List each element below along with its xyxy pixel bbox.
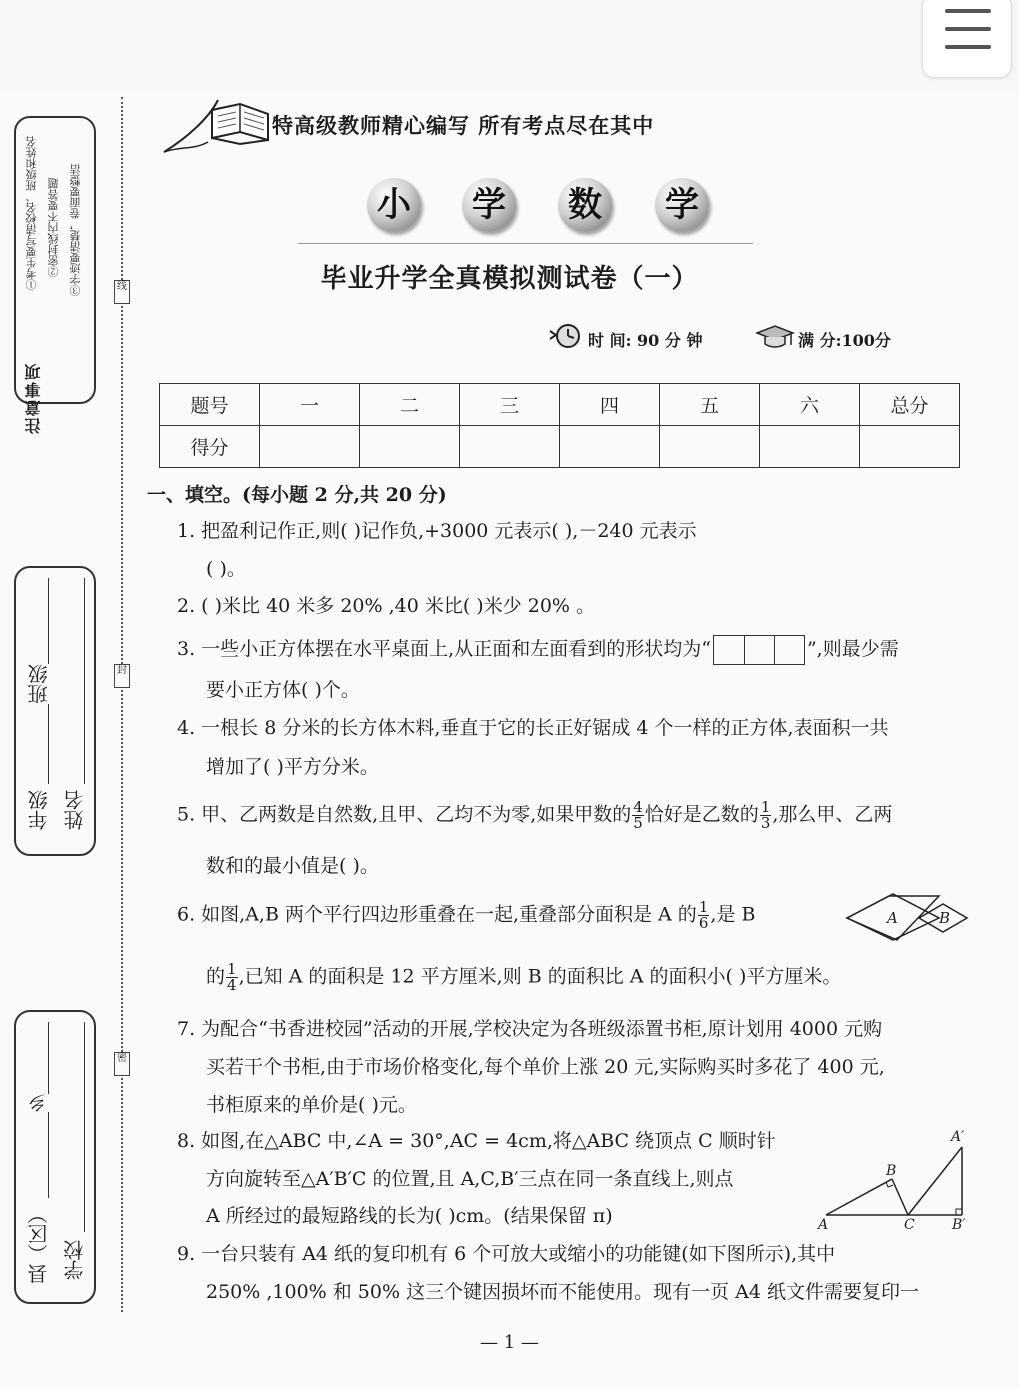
- name-field[interactable]: [84, 578, 85, 784]
- school-info-box: [14, 1010, 96, 1304]
- page-number: — 1 —: [480, 1332, 539, 1353]
- town-label: 乡: [26, 1094, 52, 1112]
- fraction-denominator: 3: [760, 814, 771, 832]
- fraction-numerator: 4: [633, 798, 643, 816]
- note-2: ②密封线内不要答题: [47, 178, 60, 277]
- title-char-1: 小: [367, 178, 421, 232]
- title-char-2: 学: [462, 178, 516, 232]
- question-1-line-1: 1. 把盈利记作正,则( )记作负,+3000 元表示( ),－240 元表示: [177, 520, 697, 542]
- student-info-box: [14, 566, 96, 856]
- q3-text-pre: 3. 一些小正方体摆在水平桌面上,从正面和左面看到的形状均为“: [177, 638, 711, 660]
- school-label: 学校: [63, 1240, 87, 1280]
- section-title: [147, 480, 447, 507]
- score-cell[interactable]: [460, 426, 560, 468]
- fraction-numerator: 1: [760, 798, 771, 816]
- question-5-line-1: [177, 800, 892, 831]
- question-3-line-2: 要小正方体( )个。: [206, 679, 360, 701]
- score-table-row: [160, 426, 960, 468]
- school-field[interactable]: [84, 1022, 85, 1232]
- question-2: 2. ( )米比 40 米多 20% ,40 米比( )米少 20% 。: [177, 595, 596, 617]
- q6-text-1: 6. 如图,A,B 两个平行四边形重叠在一起,重叠部分面积是 A 的: [177, 903, 697, 926]
- point-a-label: A: [818, 1217, 829, 1233]
- q3-text-post: ”,则最少需: [806, 638, 899, 660]
- parallelogram-figure: [843, 892, 971, 944]
- point-b-prime-label: B′: [952, 1217, 966, 1233]
- top-bar: [0, 0, 1019, 92]
- score-cell[interactable]: [860, 426, 960, 468]
- name-label: 姓名: [63, 790, 87, 830]
- fraction-denominator: 5: [633, 814, 643, 832]
- clock-icon: [548, 323, 584, 349]
- fraction-numerator: 1: [698, 898, 709, 916]
- question-1-line-2: ( )。: [206, 558, 246, 580]
- table-header: 三: [460, 384, 560, 426]
- question-6-line-2: [206, 962, 841, 993]
- table-header: 五: [660, 384, 760, 426]
- title-char-3: 数: [558, 178, 612, 232]
- title-divider: [298, 243, 753, 244]
- question-3-line-1: [177, 635, 899, 665]
- fraction-denominator: 6: [698, 914, 709, 932]
- question-8-line-2: 方向旋转至△A′B′C 的位置,且 A,C,B′三点在同一条直线上,则点: [206, 1168, 734, 1190]
- table-header: 总分: [860, 384, 960, 426]
- score-table-header-row: [160, 384, 960, 426]
- fraction-denominator: 4: [227, 976, 237, 994]
- slogan: 特高级教师精心编写 所有考点尽在其中: [272, 114, 655, 138]
- menu-button[interactable]: [922, 0, 1012, 78]
- q6-text-2: ,是 B: [710, 903, 756, 926]
- table-header: 一: [260, 384, 360, 426]
- exam-time: 时 间: 90 分 钟: [588, 331, 703, 350]
- q5-text-3: ,那么甲、乙两: [772, 803, 893, 826]
- fraction-numerator: 1: [227, 960, 237, 978]
- section-title-text: 一、填空。(每小题 2 分,共 20 分): [147, 484, 447, 506]
- book-pen-logo-icon: [160, 96, 272, 158]
- score-cell[interactable]: [760, 426, 860, 468]
- point-a-prime-label: A′: [951, 1129, 965, 1145]
- notes-title: 注意事项: [24, 362, 43, 434]
- graduation-cap-icon: [755, 323, 795, 349]
- q5-text-2: 恰好是乙数的: [644, 803, 759, 826]
- seal-mark-xian: 线: [114, 280, 130, 304]
- score-row-label: 得分: [160, 426, 260, 468]
- fraction: [698, 900, 710, 931]
- table-header: 题号: [160, 384, 260, 426]
- point-b-label: B: [886, 1163, 897, 1179]
- question-9-line-2: 250% ,100% 和 50% 这三个键因损坏而不能使用。现有一页 A4 纸文件需要复印一: [206, 1281, 919, 1303]
- table-header: 四: [560, 384, 660, 426]
- menu-icon-line: [945, 27, 991, 31]
- question-4-line-1: 4. 一根长 8 分米的长方体木料,垂直于它的长正好锯成 4 个一样的正方体,表面积一共: [177, 717, 889, 739]
- full-score: 满 分:100分: [798, 331, 891, 350]
- table-header: 六: [760, 384, 860, 426]
- score-cell[interactable]: [560, 426, 660, 468]
- question-9-line-1: 9. 一台只装有 A4 纸的复印机有 6 个可放大或缩小的功能键(如下图所示),其中: [177, 1243, 836, 1265]
- figure-label-a: A: [887, 909, 898, 927]
- fraction: [760, 800, 772, 831]
- q5-text-1: 5. 甲、乙两数是自然数,且甲、乙均不为零,如果甲数的: [177, 803, 632, 826]
- menu-icon-line: [945, 45, 991, 49]
- score-table: [159, 383, 960, 468]
- figure-label-b: B: [939, 909, 951, 927]
- note-1: ①考生要写清校名、班级和姓名: [25, 136, 38, 290]
- fraction: [226, 962, 238, 993]
- table-header: 二: [360, 384, 460, 426]
- question-8-line-1: 8. 如图,在△ABC 中,∠A = 30°,AC = 4cm,将△ABC 绕顶点 C 顺时针: [177, 1130, 776, 1152]
- question-5-line-2: 数和的最小值是( )。: [206, 855, 379, 877]
- seal-mark-feng: 封: [114, 664, 130, 688]
- question-6-line-1: [177, 900, 755, 931]
- menu-icon: [945, 9, 991, 13]
- point-c-label: C: [904, 1217, 915, 1233]
- page-title: 毕业升学全真模拟测试卷（一）: [320, 264, 699, 294]
- score-cell[interactable]: [360, 426, 460, 468]
- question-7-line-1: 7. 为配合“书香进校园”活动的开展,学校决定为各班级添置书柜,原计划用 4000 元购: [177, 1018, 883, 1040]
- seal-mark-mi: 密: [114, 1052, 130, 1076]
- grade-label: 年级: [27, 790, 51, 830]
- score-cell[interactable]: [260, 426, 360, 468]
- q6-text-3: 的: [206, 965, 226, 988]
- fraction: [632, 800, 644, 831]
- three-square-figure: [713, 635, 805, 665]
- question-7-line-3: 书柜原来的单价是( )元。: [206, 1094, 417, 1116]
- question-7-line-2: 买若干个书柜,由于市场价格变化,每个单价上涨 20 元,实际购买时多花了 400 元,: [206, 1056, 885, 1078]
- triangle-rotation-figure: [812, 1125, 972, 1233]
- question-4-line-2: 增加了( )平方分米。: [206, 756, 379, 778]
- q6-text-4: ,已知 A 的面积是 12 平方厘米,则 B 的面积比 A 的面积小( )平方厘米。: [238, 965, 842, 988]
- question-8-line-3: A 所经过的最短路线的长为( )cm。(结果保留 π): [206, 1205, 613, 1227]
- county-label: 县（区）: [27, 1204, 51, 1284]
- class-label: 班级: [24, 664, 53, 704]
- title-char-4: 学: [655, 178, 709, 232]
- note-3: ③字迹要清楚，卷面要整洁: [69, 164, 82, 296]
- score-cell[interactable]: [660, 426, 760, 468]
